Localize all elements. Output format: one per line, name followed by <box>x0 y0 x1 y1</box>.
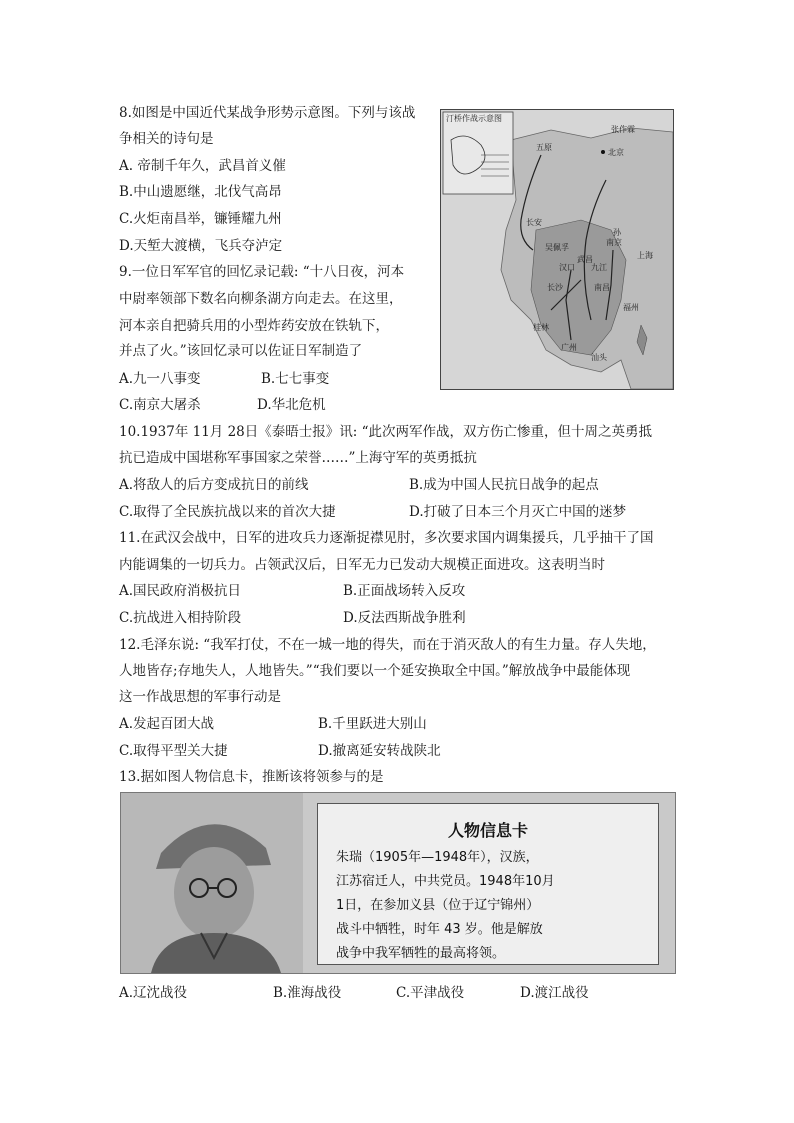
map-inset <box>443 112 513 194</box>
q10-option-d: D.打破了日本三个月灭亡中国的迷梦 <box>409 504 627 520</box>
map-label-guangzhou: 广州 <box>561 343 577 352</box>
q13-option-d: D.渡江战役 <box>520 985 589 1001</box>
map-label-guilin: 桂林 <box>533 323 549 332</box>
map-legend-title: 汀桥作战示意图 <box>446 114 502 123</box>
map-label-nanchang: 南昌 <box>594 283 610 292</box>
q12-option-b: B.千里跃进大别山 <box>318 716 427 732</box>
card-line-1: 朱瑞（1905年—1948年），汉族， <box>336 850 539 865</box>
q9-stem-line-2: 中尉率领部下数名向柳条湖方向走去。在这里， <box>119 291 403 307</box>
map-label-fuzhou: 福州 <box>623 303 639 312</box>
q13-option-b: B.淮海战役 <box>273 985 342 1001</box>
q9-option-d: D.华北危机 <box>257 397 326 413</box>
q11-stem-line-2: 内能调集的一切兵力。占领武汉后，日军无力已发动大规模正面进攻。这表明当时 <box>119 557 605 573</box>
q9-stem-line-1: 9.一位日军军官的回忆录记载: “十八日夜，河本 <box>119 264 405 280</box>
q12-option-a: A.发起百团大战 <box>119 716 215 732</box>
q9-stem-line-3: 河本亲自把骑兵用的小型炸药安放在铁轨下， <box>119 318 389 334</box>
card-title: 人物信息卡 <box>447 821 528 840</box>
q8-stem-line-2: 争相关的诗句是 <box>119 131 214 147</box>
map-label-wuchang: 武昌 <box>577 255 593 264</box>
q10-option-b: B.成为中国人民抗日战争的起点 <box>409 477 599 493</box>
map-label-wu: 吴佩孚 <box>545 243 569 252</box>
card-line-2: 江苏宿迁人，中共党员。1948年10月 <box>336 874 555 889</box>
q12-option-c: C.取得平型关大捷 <box>119 743 228 759</box>
person-info-figure <box>120 792 676 974</box>
q10-stem-line-2: 抗已造成中国堪称军事国家之荣誉……”上海守军的英勇抵抗 <box>119 450 477 466</box>
q11-option-b: B.正面战场转入反攻 <box>343 583 466 599</box>
map-graphic <box>441 110 673 389</box>
q12-option-d: D.撤离延安转战陕北 <box>318 743 441 759</box>
war-situation-map <box>440 109 674 390</box>
q9-option-a: A.九一八事变 <box>119 371 201 387</box>
q8-option-b: B.中山遗愿继，北伐气高昂 <box>119 184 282 200</box>
map-label-nanjing: 南京 <box>606 238 622 247</box>
q11-stem-line-1: 11.在武汉会战中，日军的进攻兵力逐渐捉襟见肘，多次要求国内调集援兵，几乎抽干了国 <box>119 530 654 546</box>
map-label-wuyuan: 五原 <box>536 143 552 152</box>
q12-stem-line-3: 这一作战思想的军事行动是 <box>119 689 281 705</box>
q12-stem-line-1: 12.毛泽东说: “我军打仗，不在一城一地的得失，而在于消灭敌人的有生力量。存人失地， <box>119 637 656 653</box>
card-body <box>336 846 646 966</box>
map-label-hankou: 汉口 <box>559 263 575 272</box>
q9-option-c: C.南京大屠杀 <box>119 397 201 413</box>
q11-option-c: C.抗战进入相持阶段 <box>119 610 242 626</box>
map-label-shantou: 汕头 <box>591 353 607 362</box>
map-label-changsha: 长沙 <box>547 283 563 292</box>
q8-stem-line-1: 8.如图是中国近代某战争形势示意图。下列与该战 <box>119 105 416 121</box>
map-label-zhang: 张作霖 <box>611 125 635 134</box>
q9-option-b: B.七七事变 <box>261 371 330 387</box>
q13-option-a: A.辽沈战役 <box>119 985 188 1001</box>
q12-stem-line-2: 人地皆存;存地失人，人地皆失。”“我们要以一个延安换取全中国。”解放战争中最能体现 <box>119 663 631 679</box>
map-label-changan: 长安 <box>526 218 542 227</box>
q10-option-c: C.取得了全民族抗战以来的首次大捷 <box>119 504 336 520</box>
card-line-3: 1日，在参加义县（位于辽宁锦州） <box>336 898 540 913</box>
map-label-sun: 孙 <box>613 228 621 237</box>
q11-option-a: A.国民政府消极抗日 <box>119 583 242 599</box>
portrait-graphic <box>121 793 303 973</box>
q8-option-a: A. 帝制千年久，武昌首义催 <box>119 158 286 174</box>
q11-option-d: D.反法西斯战争胜利 <box>343 610 466 626</box>
q8-option-d: D.天堑大渡横，飞兵夺泸定 <box>119 238 283 254</box>
portrait-photo <box>121 793 303 973</box>
q13-option-c: C.平津战役 <box>396 985 465 1001</box>
map-label-beijing: 北京 <box>608 148 624 157</box>
map-label-shanghai: 上海 <box>637 251 653 260</box>
q8-option-c: C.火炬南昌举，镰锤耀九州 <box>119 211 282 227</box>
person-info-card <box>317 803 659 965</box>
card-line-5: 战争中我军牺牲的最高将领。 <box>336 946 506 961</box>
q13-stem: 13.据如图人物信息卡，推断该将领参与的是 <box>119 769 384 785</box>
map-label-jiujiang: 九江 <box>591 263 607 272</box>
q10-option-a: A.将敌人的后方变成抗日的前线 <box>119 477 309 493</box>
q10-stem-line-1: 10.1937年 11月 28日《泰晤士报》讯: “此次两军作战，双方伤亡惨重，但十周之英勇抵 <box>119 424 653 440</box>
q9-stem-line-4: 并点了火。”该回忆录可以佐证日军制造了 <box>119 343 363 359</box>
card-line-4: 战斗中牺牲，时年 43 岁。他是解放 <box>336 922 543 937</box>
